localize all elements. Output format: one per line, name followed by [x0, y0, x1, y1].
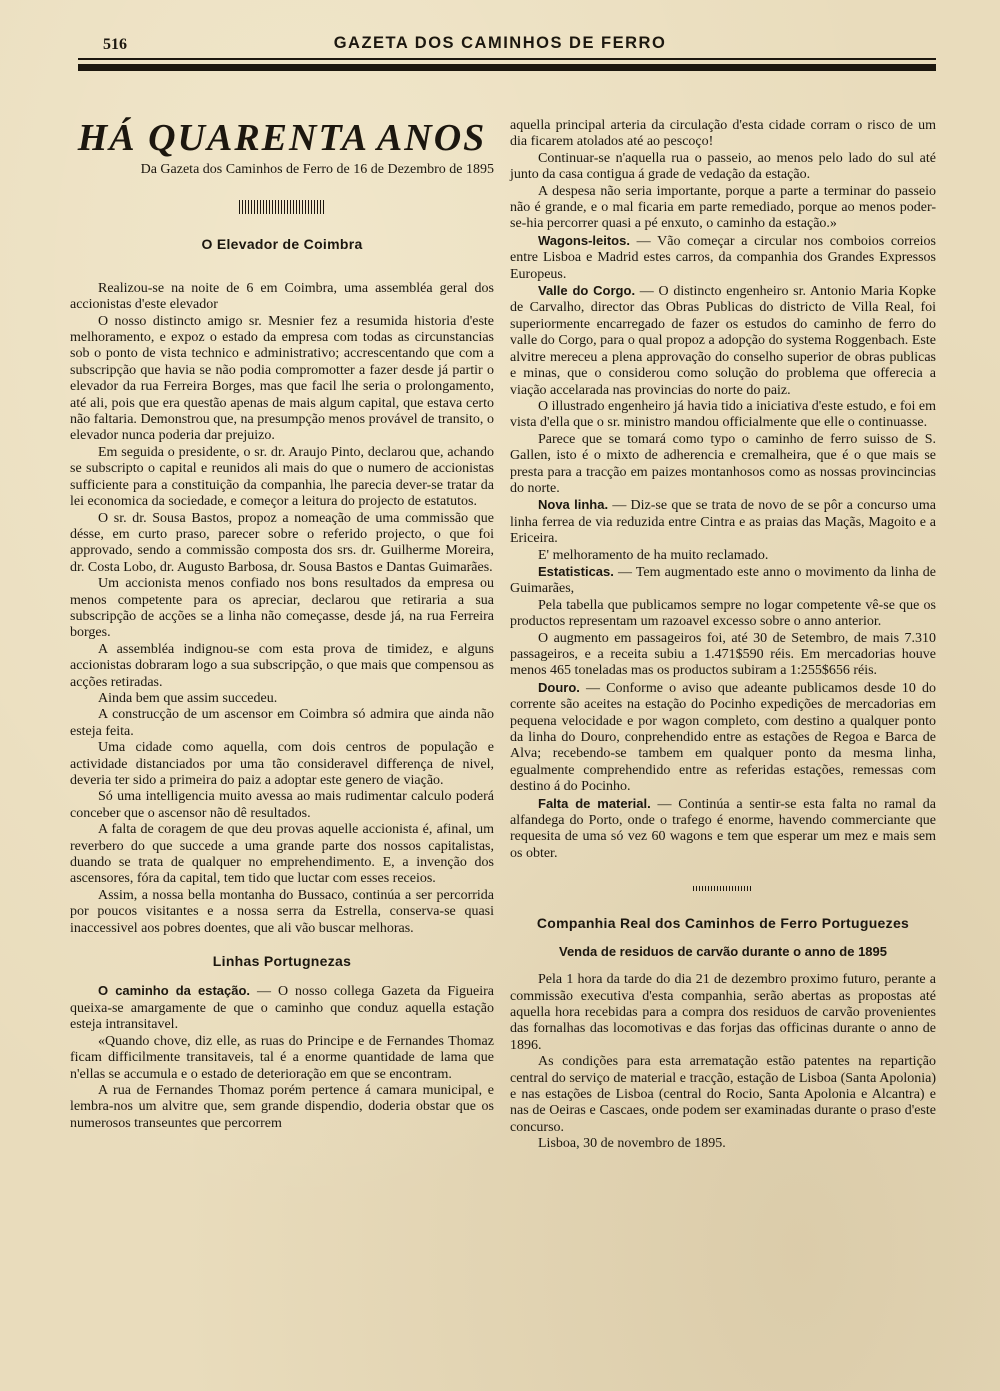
- news-text: — Diz-se que se trata de novo de se pôr a concurso uma linha ferrea de via reduzida entre Cintra e as praias das Maçãs, Magoito e a Ericeira.: [510, 498, 937, 547]
- left-column: [70, 118, 494, 1132]
- paragraph: E' melhoramento de ha muito reclamado.: [538, 547, 769, 563]
- section-title-elevador: O Elevador de Coimbra: [201, 236, 363, 253]
- header-rule-thick: [78, 64, 936, 71]
- news-lead: Falta de material.: [538, 795, 651, 811]
- paragraph: O illustrado engenheiro já havia tido a iniciativa d'este estudo, e foi em vista d'ella que o sr. ministro mandou officialmente que elle o continuasse.: [510, 398, 936, 431]
- news-text: — O distincto engenheiro sr. Antonio Maria Kopke de Carvalho, director das Obras Publicas do districto de Villa Real, foi superiormente encarregado de fazer os estudos do caminho de ferro do valle do Corgo, para o qual propoz a adopção do systema Roggenbach. Este alvitre mereceu a plena approvação do conselho superior de obras publicas e minas, que o considerou como solução do problema que offerecia a viação accelarada nas provincias do norte do paiz.: [510, 284, 937, 398]
- paragraph: As condições para esta arrematação estão patentes na repartição central do serviço de material e tracção, estação de Lisboa (Santa Apolonia) e nas estações de Lisboa (central do Rocio, Santa Apolonia e Alcantra) e nas de Oeiras e Cascaes, onde podem ser examinadas durante o praso d'este concurso.: [510, 1054, 936, 1135]
- news-lead: Valle do Corgo.: [538, 283, 636, 299]
- news-text: — O nosso collega Gazeta da Figueira queixa-se amargamente de que o caminho que conduz aquella estação esteja intransitavel.: [70, 984, 494, 1033]
- news-text: — Continúa a sentir-se esta falta no ramal da alfandega do Porto, onde o trafego é enorme, havendo commerciante que requesita de uma só vez 60 wagons e tem que esperar um mez e mais sem os obter.: [510, 796, 936, 861]
- news-item-corgo: [510, 283, 936, 399]
- paragraph: «Quando chove, diz elle, as ruas do Principe e de Fernandes Thomaz ficam difficilmente transitaveis, tal é a enorme quantidade de lama que n'ellas se accumula e o estado de deterioração em que se encontram.: [70, 1033, 494, 1082]
- ornament-divider: [239, 200, 325, 214]
- paragraph: O augmento em passageiros foi, até 30 de Setembro, de mais 7.310 passageiros, e a receita subiu a 1.471$590 réis. Em mercadorias houve menos 465 toneladas mas os productos subiram a 1:255$656 réis.: [510, 630, 936, 679]
- news-text: — Conforme o aviso que adeante publicamos desde 10 do corrente são aceites na estação do Pocinho expedições de mercadorias em pequena velocidade e por wagon completo, com destino a qualquer ponto da linha do Douro, conprehendido entre as estações de Regoa e Barca de Alva; recebendo-se tambem em qualquer ponto da mesma linha, egualmente comprehendido entre as referidas estações, remessas com destino á do Pocinho.: [510, 680, 936, 795]
- section-subtitle-venda: Venda de residuos de carvão durante o anno de 1895: [558, 943, 887, 959]
- paragraph: A despesa não seria importante, porque a parte a terminar do passeio não é grande, e o mal ficaria em parte remediado, porque ao menos poder-se-hia percorrer quasi a pé enxuto, o caminho da estação.»: [510, 183, 936, 232]
- news-lead: Douro.: [538, 679, 580, 695]
- paragraph: Uma cidade como aquella, com dois centros de população e actividade distanciados por uma tão consideravel differença de nivel, deveria ter sido a primeira do paiz a adoptar este genero de viação.: [70, 740, 494, 788]
- article-subtitle: Da Gazeta dos Caminhos de Ferro de 16 de Dezembro de 1895: [140, 162, 494, 177]
- header-rule-thin: [78, 58, 936, 60]
- paragraph: A rua de Fernandes Thomaz porém pertence á camara municipal, e lembra-nos um alvitre que, sem grande dispendio, doderia obstar que os numerosos transeuntes que percorrem: [70, 1082, 494, 1131]
- section-title-companhia: Companhia Real dos Caminhos de Ferro Portuguezes: [536, 915, 910, 932]
- paragraph: Parece que se tomará como typo o caminho de ferro suisso de S. Gallen, isto é o mixto de adherencia e cremalheira, que é o que mais se presta para a tracção em paizes montanhosos como as nossas provincincias do norte.: [510, 431, 936, 496]
- news-item-estacao: [70, 983, 494, 1033]
- news-item-douro: [510, 680, 936, 796]
- news-item-wagons: [510, 233, 936, 283]
- news-lead: Estatisticas.: [538, 563, 614, 579]
- news-lead: Nova linha.: [538, 497, 609, 513]
- paragraph: O sr. dr. Sousa Bastos, propoz a nomeação de uma commissão que désse, em curto praso, parecer sobre o referido projecto, o que foi approvado, sendo a commissão composta dos srs. dr. Guilherme Moreira, dr. Costa Lobo, dr. Augusto Barbosa, dr. Sousa Bastos e Dantas Guimarães.: [70, 510, 494, 575]
- paragraph: Pela 1 hora da tarde do dia 21 de dezembro proximo futuro, perante a commissão executiva d'esta companhia, serão abertas as propostas até aquella hora recebidas para a compra dos residuos de carvão provenientes das fornalhas das locomotivas e das forjas das officinas durante o anno de 1896.: [510, 972, 936, 1053]
- news-item-nova: [510, 497, 936, 547]
- section-separator: [693, 886, 753, 891]
- paragraph: A falta de coragem de que deu provas aquelle accionista é, afinal, um reverbero do que succede a uma grande parte dos nossos capitalistas, duando se trata de qualquer no emprehendimento. E, a invenção dos ascensores, fóra da capital, tem tido que luctar com esses receios.: [70, 822, 494, 887]
- paragraph: Continuar-se n'aquella rua o passeio, ao menos pelo lado do sul até junto da casa contigua á grade de vedação da estação.: [510, 150, 936, 183]
- paragraph: Assim, a nossa bella montanha do Bussaco, continúa a ser percorrida por poucos visitantes e a nossa serra da Estrella, conserva-se quasi inaccessivel aos pobres doentes, que ali vão buscar melhoras.: [70, 887, 494, 936]
- masthead: GAZETA DOS CAMINHOS DE FERRO: [333, 34, 667, 52]
- paragraph: Um accionista menos confiado nos bons resultados da empresa ou menos competente para os apreciar, declarou que retiraria a sua subscripção de acções se a linha não começasse, desde já, na rua Ferreira borges.: [70, 576, 494, 641]
- dateline: Lisboa, 30 de novembro de 1895.: [538, 1136, 726, 1152]
- right-column: [510, 118, 936, 1153]
- news-text: — Vão começar a circular nos comboios correios entre Lisboa e Madrid estes carros, da companhia dos Grandes Expressos Europeus.: [510, 233, 936, 282]
- paragraph: A assembléa indignou-se com esta prova de timidez, e alguns accionistas dobraram logo a sua subscripção, o que mais que compensou as acções retiradas.: [70, 641, 494, 690]
- paragraph-continuation: aquella principal arteria da circulação d'esta cidade corram o risco de um dia ficarem atolados até ao pescoço!: [510, 118, 936, 150]
- paragraph: Pela tabella que publicamos sempre no logar competente vê-se que os productos representam um razoavel excesso sobre o anno anterior.: [510, 597, 936, 630]
- paragraph: Ainda bem que assim succedeu.: [98, 690, 278, 706]
- paragraph: Realizou-se na noite de 6 em Coimbra, uma assembléa geral dos accionistas d'este elevador: [70, 280, 494, 313]
- paragraph: Só uma intelligencia muito avessa ao mais rudimentar calculo poderá conceber que o ascensor não dê resultados.: [70, 789, 494, 821]
- paragraph: A construcção de um ascensor em Coimbra só admira que ainda não esteja feita.: [70, 707, 494, 739]
- news-text: — Tem augmentado este anno o movimento da linha de Guimarães,: [510, 564, 936, 597]
- section-title-linhas: Linhas Portugnezas: [212, 953, 352, 970]
- page-number: 516: [103, 36, 127, 53]
- news-item-estatisticas: [510, 564, 936, 598]
- news-lead: O caminho da estação.: [98, 983, 251, 999]
- article-title: HÁ QUARENTA ANOS: [77, 117, 487, 159]
- news-item-falta: [510, 796, 936, 863]
- news-lead: Wagons-leitos.: [538, 232, 630, 248]
- paragraph: O nosso distincto amigo sr. Mesnier fez a resumida historia d'este melhoramento, e expoz o estado da empresa com todas as circunstancias sob o ponto de vista technico e administrativo; accrescentando que com a subscripção que havia se não podia compromotter a fazer desde já partir o elevador da rua Ferreira Borges, mas que facil lhe seria o prolongamento, até ali, pois que era questão apenas de mais algum capital, que estava certo não faltaria. Demonstrou que, na presumpção menos provável de transito, o elevador nunca poderia dar prejuizo.: [70, 313, 494, 444]
- paragraph: Em seguida o presidente, o sr. dr. Araujo Pinto, declarou que, achando se subscripto o capital e reunidos ali mais do que o numero de accionistas sufficiente para a constituição da companhia, lhe parecia dever-se tratar da lei economica da sociedade, e começor a leitura do projecto de estatutos.: [70, 444, 494, 510]
